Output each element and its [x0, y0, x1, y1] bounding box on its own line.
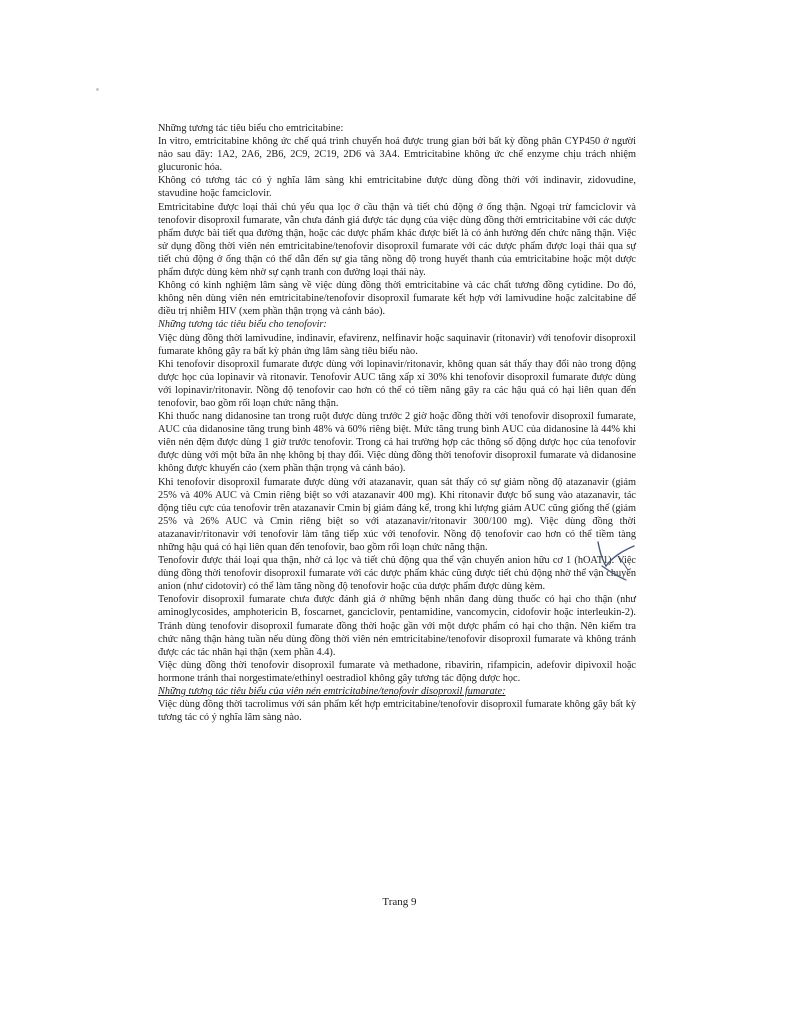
- paragraph: Khi thuốc nang didanosine tan trong ruột được dùng trước 2 giờ hoặc đồng thời với tenofovir disoproxil fumarate, AUC của didanosine tăng trung bình 48% và 60% riêng biệt. Mức tăng trung bình AUC của didanosine là 44% khi viên nén đệm được dùng 1 giờ trước tenofovir. Trong cả hai trường hợp các thông số động dược học của tenofovir được dùng với một bữa ăn nhẹ không bị thay đổi. Việc dùng đồng thời tenofovir disoproxil fumarate và didanosine không được khuyến cáo (xem phần thận trọng và cảnh báo).: [158, 411, 636, 475]
- paragraph: Emtricitabine được loại thải chủ yếu qua lọc ở cầu thận và tiết chủ động ở ống thận. Ngoại trừ famciclovir và tenofovir disoproxil fumarate, vẫn chưa đánh giá được tác dụng của việc dùng đồng thời emtricitabine với các dược phẩm được bài tiết qua đường thận, hoặc các dược phẩm khác được biết là có ảnh hưởng đến chức năng thận. Việc sử dụng đồng thời viên nén emtricitabine/tenofovir disoproxil fumarate với các dược phẩm được loại thải qua sự tiết chủ động ở ống thận có thể dẫn đến sự gia tăng nồng độ trong huyết thanh của emtricitabine hoặc một dược phẩm được dùng kèm nhờ sự cạnh tranh con đường loại thải này.: [158, 201, 636, 279]
- paragraph: Khi tenofovir disoproxil fumarate được dùng với atazanavir, quan sát thấy có sự giảm nồng độ atazanavir (giảm 25% và 40% AUC và Cmin riêng biệt so với atazanavir 400 mg). Khi ritonavir được bổ sung vào atazanavir, tác động tiêu cực của tenofovir trên atazanavir Cmin bị giảm đáng kể, trong khi lượng giảm AUC cũng giống thế (giảm 25% và 26% AUC và Cmin riêng biệt so với atazanavir/ritonavir 300/100 mg). Việc dùng đồng thời atazanavir/ritonavir với tenofovir làm tăng tiếp xúc với tenofovir. Nồng độ tenofovir cao hơn có thể tiềm tàng những hậu quả có hại liên quan đến tenofovir, bao gồm rối loạn chức năng thận.: [158, 476, 636, 553]
- paragraph: Việc dùng đồng thời tacrolimus với sản phẩm kết hợp emtricitabine/tenofovir disoproxil fumarate không gây bất kỳ tương tác có ý nghĩa lâm sàng nào.: [158, 699, 636, 724]
- page-number: Trang 9: [382, 896, 417, 908]
- paragraph: Tenofovir được thải loại qua thận, nhờ cả lọc và tiết chủ động qua thể vận chuyển anion hữu cơ 1 (hOAT1). Việc dùng đồng thời tenofovir disoproxil fumarate với các dược phẩm khác cũng được tiết chủ động nhờ thể vận chuyển anion (như cidotovir) có thể làm tăng nồng độ tenofovir hoặc của dược phẩm được dùng kèm.: [158, 555, 636, 593]
- paragraph: Việc dùng đồng thời tenofovir disoproxil fumarate và methadone, ribavirin, rifampicin, adefovir dipivoxil hoặc hormone tránh thai norgestimate/ethinyl oestradiol không gây tương tác động dược học.: [158, 659, 636, 684]
- handwritten-check-mark: [590, 536, 640, 586]
- paragraph: Khi tenofovir disoproxil fumarate được dùng với lopinavir/ritonavir, không quan sát thấy thay đổi nào trong động dược học của lopinavir và ritonavir. Tenofovir AUC tăng xấp xỉ 30% khi tenofovir disoproxil fumarate được dùng với lopinavir/ritonavir. Nồng độ tenofovir cao hơn có thể có tiềm năng gây ra các hậu quả có hại liên quan đến tenofovir, bao gồm rối loạn chức năng thận.: [158, 358, 636, 409]
- section-heading-tenofovir: Những tương tác tiêu biểu cho tenofovir:: [158, 319, 327, 331]
- scan-speck: [96, 88, 99, 91]
- paragraph: Những tương tác tiêu biểu cho emtricitabine:: [158, 123, 344, 134]
- section-heading-combination: Những tương tác tiêu biểu của viên nén emtricitabine/tenofovir disoproxil fumarate:: [158, 686, 506, 698]
- paragraph: Không có kinh nghiệm lâm sàng về việc dùng đồng thời emtricitabine và các chất tương đồng cytidine. Do đó, không nên dùng viên nén emtricitabine/tenofovir disoproxil fumarate kết hợp với lamivudine hoặc zalcitabine để điều trị nhiễm HIV (xem phần thận trọng và cảnh báo).: [158, 280, 636, 318]
- document-body: [158, 122, 636, 724]
- paragraph: Không có tương tác có ý nghĩa lâm sàng khi emtricitabine được dùng đồng thời với indinavir, zidovudine, stavudine hoặc famciclovir.: [158, 175, 636, 200]
- paragraph: Tenofovir disoproxil fumarate chưa được đánh giá ở những bệnh nhân đang dùng thuốc có hại cho thận (như aminoglycosides, amphotericin B, foscarnet, ganciclovir, pentamidine, vancomycin, cidofovir hoặc interleukin-2). Tránh dùng tenofovir disoproxil fumarate đồng thời hoặc gần với một dược phẩm có hại cho thận. Nên kiểm tra chức năng thận hàng tuần nếu dùng đồng thời viên nén emtricitabine/tenofovir disoproxil fumarate và không tránh được các tác nhân hại thận (xem phần 4.4).: [158, 594, 636, 658]
- paragraph: Việc dùng đồng thời lamivudine, indinavir, efavirenz, nelfinavir hoặc saquinavir (ritonavir) với tenofovir disoproxil fumarate không gây ra bất kỳ phản ứng lâm sàng tiêu biểu nào.: [158, 332, 636, 357]
- paragraph: In vitro, emtricitabine không ức chế quá trình chuyển hoá được trung gian bởi bất kỳ đồng phân CYP450 ở người nào sau đây: 1A2, 2A6, 2B6, 2C9, 2C19, 2D6 và 3A4. Emtricitabine không ức chế enzyme chịu trách nhiệm glucuronic hóa.: [158, 136, 636, 174]
